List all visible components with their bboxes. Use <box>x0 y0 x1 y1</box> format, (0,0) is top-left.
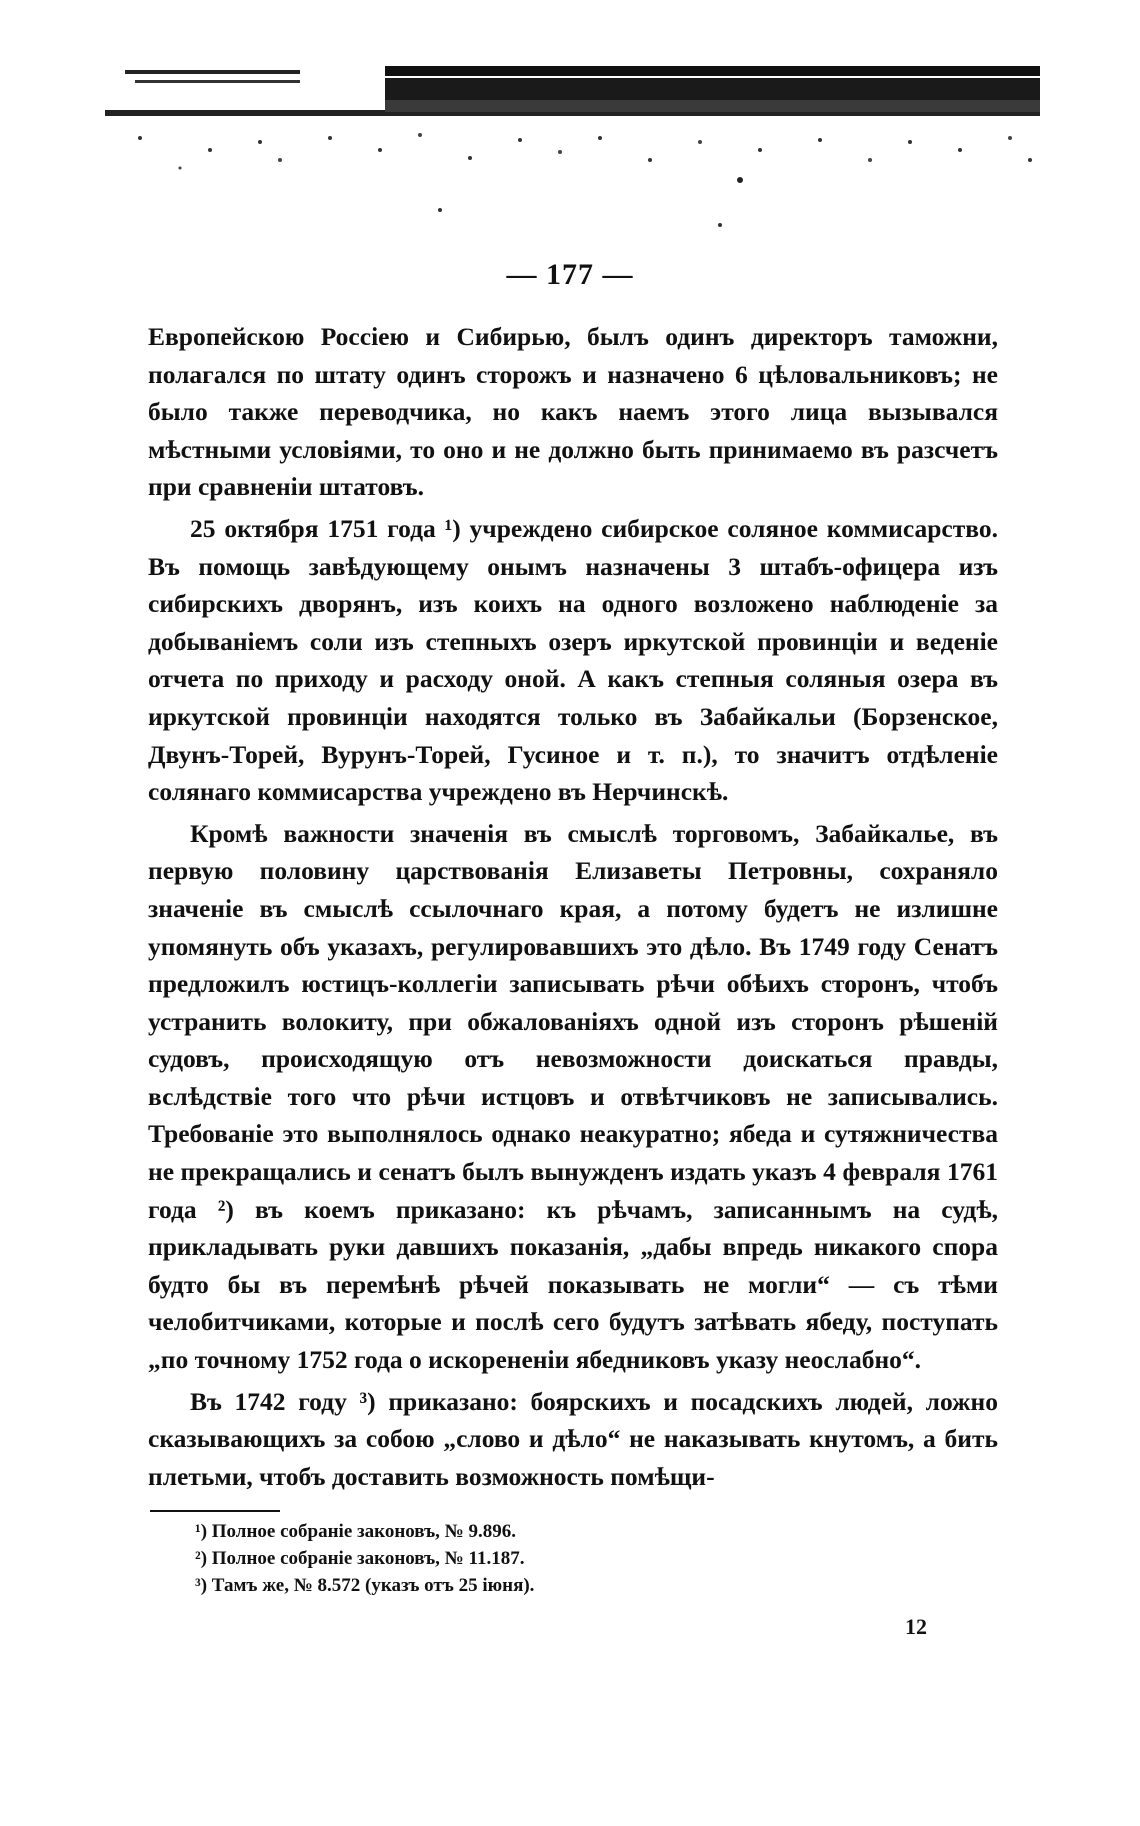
footnote: ¹) Полное собраніе законовъ, № 9.896. <box>195 1521 517 1542</box>
footnote-divider <box>150 1510 280 1512</box>
signature-mark: 12 <box>905 1614 927 1639</box>
paragraph: Кромѣ важности значенія въ смыслѣ торговомъ, Забайкалье, въ первую половину царствованія Елизаветы Петровны, сохраняло значеніе въ смыслѣ ссылочнаго края, а потому будетъ не излишне упомянуть объ указахъ, регулировавшихъ это дѣло. Въ 1749 году Сенатъ предложилъ юстицъ-коллегіи записывать рѣчи обѣихъ сторонъ, чтобъ устранить волокиту, при обжалованіяхъ одной изъ сторонъ рѣшеній судовъ, происходящую отъ невозможности доискаться правды, вслѣдствіе того что рѣчи истцовъ и отвѣтчиковъ не записывались. Требованіе это выполнялось однако неакуратно; ябеда и сутяжничества не прекращались и сенатъ былъ вынужденъ издать указъ 4 февраля 1761 года ²) въ коемъ приказано: къ рѣчамъ, записаннымъ на судѣ, прикладывать руки давшихъ показанія, „дабы впредь никакого спора будто бы въ перемѣнѣ рѣчей показывать не могли“ — съ тѣми челобитчиками, которые и послѣ сего будутъ затѣвать ябеду, поступать „по точному 1752 года о искорененіи ябедниковъ указу неослабно“. <box>148 818 998 1375</box>
footnote: ²) Полное собраніе законовъ, № 11.187. <box>195 1548 525 1569</box>
scan-edge-artifact <box>0 0 1140 250</box>
footnote: ³) Тамъ же, № 8.572 (указъ отъ 25 іюня). <box>195 1575 535 1596</box>
footnotes <box>195 1518 895 1599</box>
paragraph: 25 октября 1751 года ¹) учреждено сибирское соляное коммисарство. Въ помощь завѣдующему онымъ назначены 3 штабъ-офицера изъ сибирскихъ дворянъ, изъ коихъ на одного возложено наблюденіе за добываніемъ соли изъ степныхъ озеръ иркутской провинціи и веденіе отчета по приходу и расходу оной. А какъ степныя соляныя озера въ иркутской провинціи находятся только въ Забайкальи (Борзенское, Двунъ-Торей, Вурунъ-Торей, Гусиное и т. п.), то значитъ отдѣленіе солянаго коммисарства учреждено въ Нерчинскѣ. <box>148 513 998 807</box>
paragraph: Европейскою Россіею и Сибирью, былъ одинъ директоръ таможни, полагался по штату одинъ сторожъ и назначено 6 цѣловальниковъ; не было также переводчика, но какъ наемъ этого лица вызывался мѣстными условіями, то оно и не должно быть принимаемо въ разсчетъ при сравненіи штатовъ. <box>148 322 998 502</box>
paragraph: Въ 1742 году ³) приказано: боярскихъ и посадскихъ людей, ложно сказывающихъ за собою „слово и дѣло“ не наказывать кнутомъ, а бить плетьми, чтобъ доставить возможность помѣщи- <box>148 1386 998 1491</box>
page-number: — 177 — <box>506 258 634 291</box>
body-text <box>148 318 998 1495</box>
